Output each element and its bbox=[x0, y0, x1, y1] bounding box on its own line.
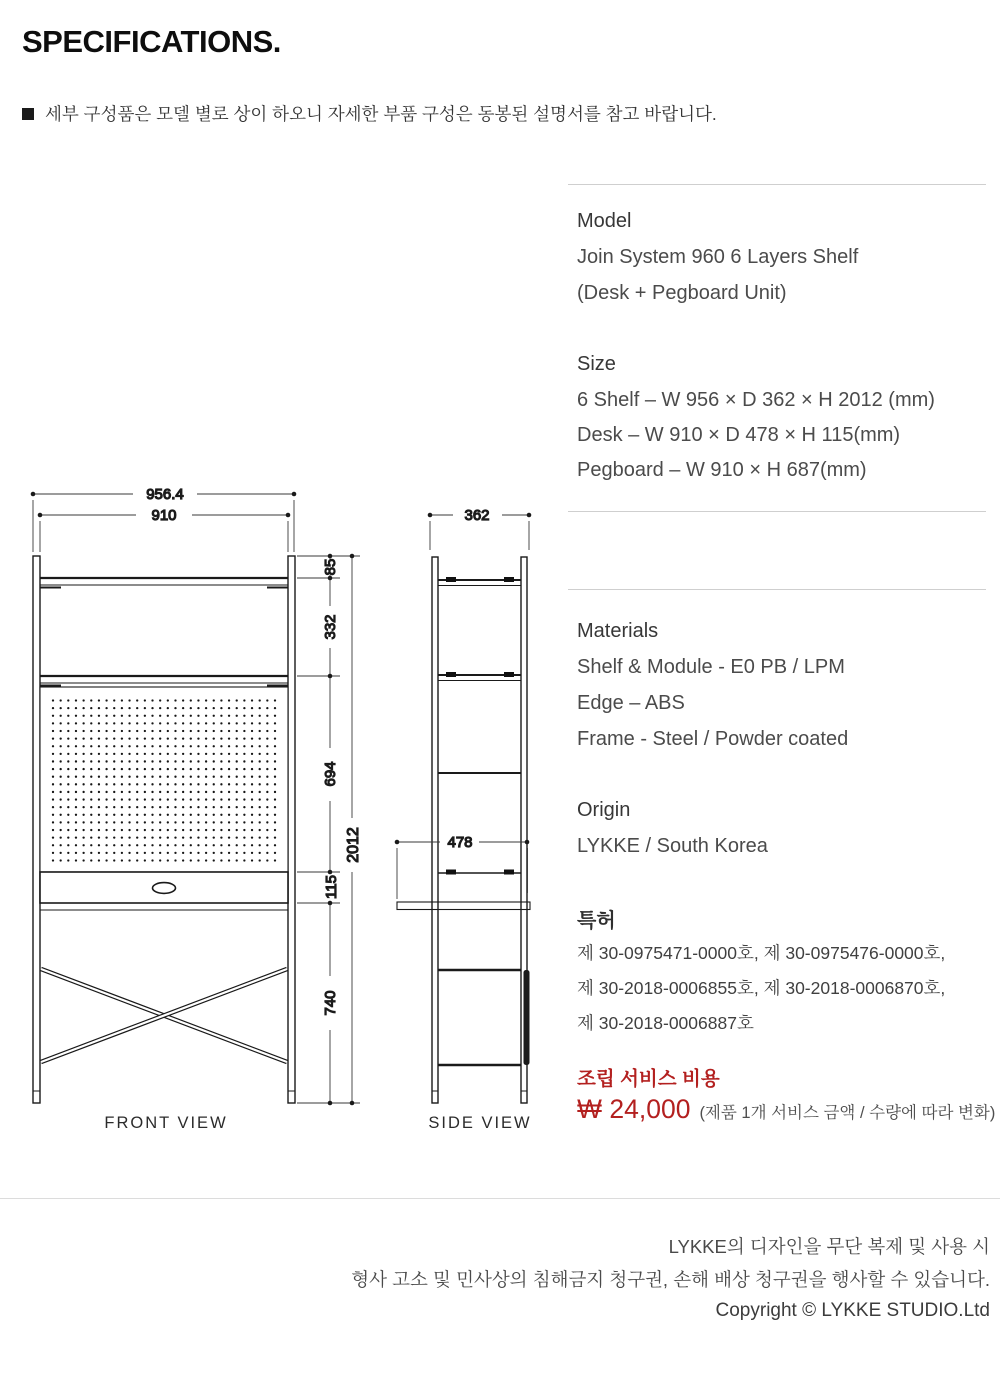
page-title: SPECIFICATIONS. bbox=[22, 24, 281, 59]
dim-pegboard-span: 694 bbox=[322, 761, 339, 787]
model-variant: (Desk + Pegboard Unit) bbox=[577, 282, 787, 304]
materials-frame: Frame - Steel / Powder coated bbox=[577, 728, 849, 750]
assembly-price-note: (제품 1개 서비스 금액 / 수량에 따라 변화) bbox=[699, 1104, 996, 1122]
component-note-text: 세부 구성품은 모델 별로 상이 하오니 자세한 부품 구성은 동봉된 설명서를 참고 바랍니다. bbox=[45, 104, 717, 124]
dim-desk-thickness: 115 bbox=[323, 875, 340, 899]
side-view-drawing bbox=[395, 507, 532, 1132]
assembly-cost-heading: 조립 서비스 비용 bbox=[577, 1068, 720, 1090]
patent-line: 제 30-0975471-0000호, 제 30-0975476-0000호, bbox=[577, 943, 946, 963]
dim-depth: 362 bbox=[464, 507, 490, 524]
desk-surface-side bbox=[397, 902, 530, 910]
assembly-price: ₩ 24,000 bbox=[577, 1094, 691, 1124]
divider-top bbox=[568, 184, 986, 185]
dim-inner-width: 910 bbox=[151, 507, 177, 524]
origin-heading: Origin bbox=[577, 799, 631, 821]
technical-drawing bbox=[0, 480, 580, 1150]
materials-heading: Materials bbox=[577, 620, 659, 642]
footer-copyright: Copyright © LYKKE STUDIO.Ltd bbox=[715, 1300, 990, 1321]
divider-footer bbox=[0, 1198, 1000, 1199]
divider-after-size bbox=[568, 511, 986, 512]
dim-top-gap: 85 bbox=[322, 558, 339, 576]
model-heading: Model bbox=[577, 210, 632, 232]
dim-leg-span: 740 bbox=[322, 990, 339, 1016]
dim-shelf-gap: 332 bbox=[322, 614, 339, 640]
materials-edge: Edge – ABS bbox=[577, 692, 685, 714]
desk-handle bbox=[153, 883, 176, 894]
cross-brace bbox=[41, 969, 287, 1062]
gas-lift-bar bbox=[524, 970, 530, 1065]
size-shelf: 6 Shelf – W 956 × D 362 × H 2012 (mm) bbox=[577, 389, 935, 411]
size-heading: Size bbox=[577, 353, 616, 375]
patent-heading: 특허 bbox=[577, 910, 616, 932]
pegboard-panel bbox=[40, 687, 288, 872]
dim-total-height: 2012 bbox=[345, 827, 362, 863]
front-view-drawing bbox=[31, 486, 362, 1132]
bullet-square-icon bbox=[22, 108, 34, 120]
dim-overall-width: 956.4 bbox=[146, 486, 184, 503]
divider-before-materials bbox=[568, 589, 986, 590]
front-left-post bbox=[33, 556, 40, 1103]
front-view-label: FRONT VIEW bbox=[104, 1114, 228, 1132]
origin-value: LYKKE / South Korea bbox=[577, 835, 768, 857]
footer-warning-line2: 형사 고소 및 민사상의 침해금지 청구권, 손해 배상 청구권을 행사할 수 있습니다. bbox=[351, 1269, 990, 1290]
front-right-post bbox=[288, 556, 295, 1103]
component-note bbox=[22, 101, 717, 126]
size-desk: Desk – W 910 × D 478 × H 115(mm) bbox=[577, 424, 901, 446]
patent-line: 제 30-2018-0006855호, 제 30-2018-0006870호, bbox=[577, 978, 946, 998]
size-pegboard: Pegboard – W 910 × H 687(mm) bbox=[577, 459, 867, 481]
materials-shelf: Shelf & Module - E0 PB / LPM bbox=[577, 656, 845, 678]
model-name: Join System 960 6 Layers Shelf bbox=[577, 246, 859, 268]
side-front-post bbox=[432, 557, 438, 1103]
footer-warning-line1: LYKKE의 디자인을 무단 복제 및 사용 시 bbox=[668, 1236, 990, 1257]
side-view-label: SIDE VIEW bbox=[428, 1114, 532, 1132]
dim-desk-depth: 478 bbox=[447, 834, 473, 851]
patent-line: 제 30-2018-0006887호 bbox=[577, 1013, 754, 1033]
assembly-cost-row bbox=[577, 1094, 996, 1125]
